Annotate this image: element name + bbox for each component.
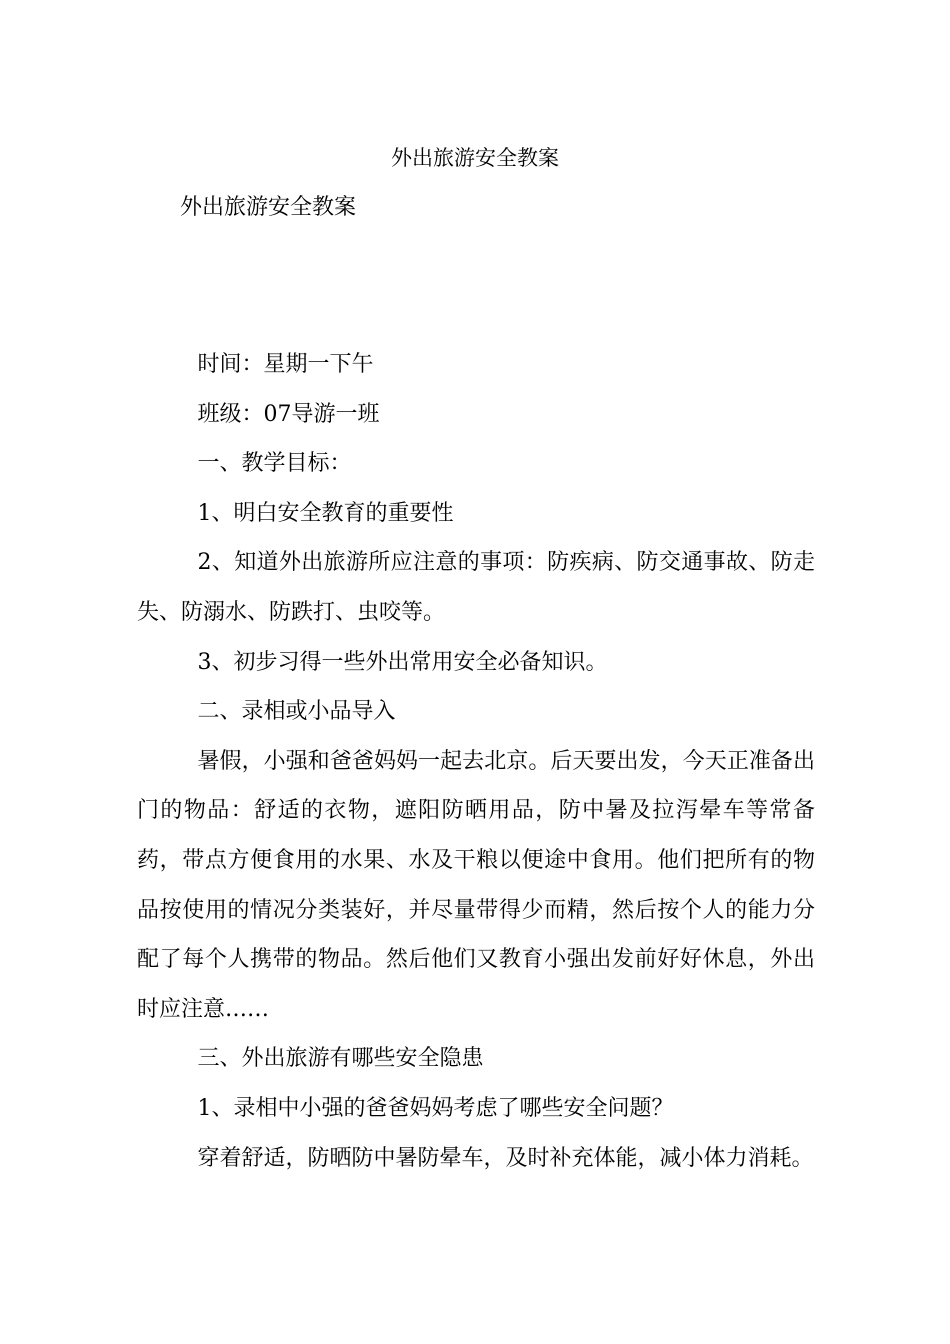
paragraph-story: 暑假，小强和爸爸妈妈一起去北京。后天要出发，今天正准备出门的物品：舒适的衣物，遮阳防晒用品，防中暑及拉泻晕车等常备药，带点方便食用的水果、水及干粮以便途中食用。他们把所有的物品按使用的情况分类装好，并尽量带得少而精，然后按个人的能力分配了每个人携带的物品。然后他们又教育小强出发前好好休息，外出时应注意…… [137,748,815,1022]
paragraph-goal-2: 2、知道外出旅游所应注意的事项：防疾病、防交通事故、防走失、防溺水、防跌打、虫咬等。 [137,550,815,625]
paragraph-goal-1: 1、明白安全教育的重要性 [197,500,454,526]
document-subtitle: 外出旅游安全教案 [180,195,357,220]
paragraph-goal-3: 3、初步习得一些外出常用安全必备知识。 [197,649,608,675]
heading-teaching-goals: 一、教学目标： [197,451,352,477]
paragraph-answer-1: 穿着舒适，防晒防中暑防晕车，及时补充体能，减小体力消耗。 [197,1145,814,1171]
heading-safety-hazards: 三、外出旅游有哪些安全隐患 [197,1046,484,1072]
heading-video-intro: 二、录相或小品导入 [197,699,396,725]
paragraph-time: 时间：星期一下午 [197,352,374,377]
paragraph-class: 班级：07导游一班 [197,401,380,427]
paragraph-question-1: 1、录相中小强的爸爸妈妈考虑了哪些安全问题？ [197,1095,674,1121]
document-title: 外出旅游安全教案 [391,146,559,170]
document-body [137,340,815,1183]
